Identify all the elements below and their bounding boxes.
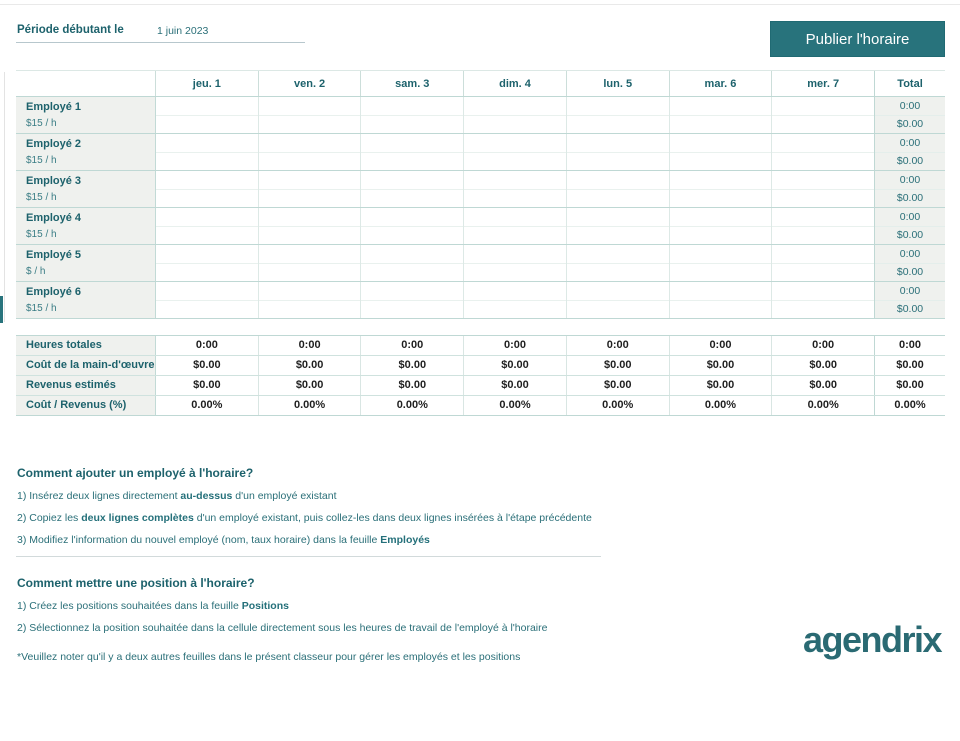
employee-rate: $ / h <box>26 266 46 277</box>
shift-position-cell[interactable] <box>156 264 258 282</box>
shift-hours-cell[interactable] <box>567 208 669 227</box>
employee-total-hours: 0:00 <box>875 134 945 153</box>
summary-value-cell: $0.00 <box>155 356 258 375</box>
shift-hours-cell[interactable] <box>361 171 463 190</box>
shift-hours-cell[interactable] <box>464 97 566 116</box>
shift-hours-cell[interactable] <box>464 282 566 301</box>
shift-hours-cell[interactable] <box>772 134 874 153</box>
shift-hours-cell[interactable] <box>670 134 772 153</box>
summary-row-label: Revenus estimés <box>16 376 155 395</box>
step-text: d'un employé existant, puis collez-les dans deux lignes insérées à l'étape précédente <box>193 512 592 524</box>
day-cell[interactable] <box>258 208 361 244</box>
shift-hours-cell[interactable] <box>156 282 258 301</box>
summary-value-cell: $0.00 <box>669 356 772 375</box>
day-cell[interactable] <box>360 171 463 207</box>
summary-value-cell: 0:00 <box>155 336 258 355</box>
day-cell[interactable] <box>771 208 874 244</box>
shift-hours-cell[interactable] <box>259 97 361 116</box>
summary-row-label: Coût / Revenus (%) <box>16 396 155 415</box>
employee-label-cell[interactable] <box>16 282 155 318</box>
employee-name: Employé 3 <box>26 175 82 187</box>
day-cell[interactable] <box>360 97 463 133</box>
employee-total-cell <box>874 245 945 281</box>
employee-total-hours: 0:00 <box>875 208 945 227</box>
summary-row-hours <box>16 336 945 356</box>
shift-hours-cell[interactable] <box>259 208 361 227</box>
day-cell[interactable] <box>155 134 258 170</box>
day-cell[interactable] <box>771 134 874 170</box>
day-cell[interactable] <box>669 245 772 281</box>
shift-position-cell[interactable] <box>567 190 669 208</box>
summary-row-labor-cost <box>16 356 945 376</box>
employee-label-cell[interactable] <box>16 208 155 244</box>
summary-value-cell: 0:00 <box>771 336 874 355</box>
employee-total-hours: 0:00 <box>875 171 945 190</box>
summary-value-cell: $0.00 <box>669 376 772 395</box>
help-add-position-section <box>17 576 777 644</box>
day-cell[interactable] <box>155 97 258 133</box>
shift-position-cell[interactable] <box>772 301 874 319</box>
shift-hours-cell[interactable] <box>567 282 669 301</box>
day-cell[interactable] <box>258 97 361 133</box>
employee-row <box>16 170 945 207</box>
day-cell[interactable] <box>669 171 772 207</box>
period-underline <box>16 42 305 43</box>
step-bold-text: Positions <box>241 600 289 612</box>
shift-position-cell[interactable] <box>464 301 566 319</box>
shift-position-cell[interactable] <box>670 116 772 134</box>
day-cell[interactable] <box>360 208 463 244</box>
shift-hours-cell[interactable] <box>156 171 258 190</box>
employee-rate: $15 / h <box>26 192 57 203</box>
shift-position-cell[interactable] <box>772 264 874 282</box>
shift-position-cell[interactable] <box>259 301 361 319</box>
shift-hours-cell[interactable] <box>259 245 361 264</box>
day-cell[interactable] <box>360 282 463 318</box>
help-add-position-title: Comment mettre une position à l'horaire? <box>17 576 255 590</box>
shift-hours-cell[interactable] <box>156 134 258 153</box>
day-cell[interactable] <box>566 134 669 170</box>
shift-position-cell[interactable] <box>156 190 258 208</box>
summary-row-cost-revenue-pct <box>16 396 945 416</box>
shift-position-cell[interactable] <box>361 116 463 134</box>
weekly-schedule-table <box>16 70 945 319</box>
shift-position-cell[interactable] <box>361 190 463 208</box>
shift-hours-cell[interactable] <box>567 245 669 264</box>
help-add-employee-section <box>17 466 777 556</box>
shift-position-cell[interactable] <box>772 190 874 208</box>
employee-name: Employé 6 <box>26 286 82 298</box>
day-cell[interactable] <box>463 245 566 281</box>
summary-total-cell: 0:00 <box>874 336 945 355</box>
employee-name: Employé 2 <box>26 138 82 150</box>
shift-hours-cell[interactable] <box>772 171 874 190</box>
employee-total-hours: 0:00 <box>875 282 945 301</box>
employee-total-cell <box>874 171 945 207</box>
shift-position-cell[interactable] <box>259 190 361 208</box>
employee-label-cell[interactable] <box>16 134 155 170</box>
step-text: 3) Modifiez l'information du nouvel employé (nom, taux horaire) dans la feuille <box>17 534 381 546</box>
summary-value-cell: $0.00 <box>360 376 463 395</box>
employee-total-cell <box>874 97 945 133</box>
shift-hours-cell[interactable] <box>670 97 772 116</box>
day-cell[interactable] <box>669 97 772 133</box>
day-cell[interactable] <box>771 282 874 318</box>
shift-position-cell[interactable] <box>156 116 258 134</box>
shift-hours-cell[interactable] <box>361 208 463 227</box>
shift-position-cell[interactable] <box>772 227 874 245</box>
day-header-sat: sam. 3 <box>360 71 463 96</box>
employee-total-hours: 0:00 <box>875 97 945 116</box>
summary-value-cell: 0:00 <box>360 336 463 355</box>
day-cell[interactable] <box>566 97 669 133</box>
shift-position-cell[interactable] <box>156 153 258 171</box>
employee-total-cell <box>874 282 945 318</box>
day-cell[interactable] <box>155 282 258 318</box>
summary-value-cell: 0.00% <box>771 396 874 415</box>
summary-value-cell: $0.00 <box>360 356 463 375</box>
day-cell[interactable] <box>669 134 772 170</box>
shift-hours-cell[interactable] <box>670 208 772 227</box>
day-cell[interactable] <box>771 97 874 133</box>
employee-total-cost: $0.00 <box>896 118 924 130</box>
day-cell[interactable] <box>463 97 566 133</box>
day-header-thu: jeu. 1 <box>155 71 258 96</box>
shift-hours-cell[interactable] <box>772 245 874 264</box>
employee-total-cost: $0.00 <box>896 266 924 278</box>
shift-hours-cell[interactable] <box>361 245 463 264</box>
day-header-sun: dim. 4 <box>463 71 566 96</box>
step-bold-text: au-dessus <box>180 490 233 502</box>
employee-row <box>16 96 945 133</box>
summary-value-cell: $0.00 <box>463 376 566 395</box>
day-cell[interactable] <box>258 282 361 318</box>
employee-total-cell <box>874 208 945 244</box>
shift-position-cell[interactable] <box>670 227 772 245</box>
summary-row-label: Heures totales <box>16 336 155 355</box>
employee-rate: $15 / h <box>26 303 57 314</box>
employee-row <box>16 133 945 170</box>
summary-value-cell: 0:00 <box>566 336 669 355</box>
shift-hours-cell[interactable] <box>464 134 566 153</box>
summary-row-revenue <box>16 376 945 396</box>
help-step <box>17 534 777 547</box>
employee-name: Employé 1 <box>26 101 82 113</box>
summary-value-cell: $0.00 <box>771 376 874 395</box>
summary-value-cell: $0.00 <box>566 356 669 375</box>
shift-position-cell[interactable] <box>259 116 361 134</box>
day-cell[interactable] <box>360 245 463 281</box>
shift-hours-cell[interactable] <box>361 97 463 116</box>
summary-value-cell: $0.00 <box>771 356 874 375</box>
summary-total-cell: 0.00% <box>874 396 945 415</box>
employee-total-cost: $0.00 <box>896 192 924 204</box>
employee-row <box>16 244 945 281</box>
shift-position-cell[interactable] <box>464 264 566 282</box>
employee-row <box>16 207 945 244</box>
shift-position-cell[interactable] <box>567 227 669 245</box>
day-header-mon: lun. 5 <box>566 71 669 96</box>
shift-hours-cell[interactable] <box>772 282 874 301</box>
day-cell[interactable] <box>566 171 669 207</box>
shift-hours-cell[interactable] <box>772 97 874 116</box>
day-cell[interactable] <box>463 134 566 170</box>
day-cell[interactable] <box>155 208 258 244</box>
employee-day-cells <box>155 97 874 133</box>
employee-label-cell[interactable] <box>16 97 155 133</box>
shift-hours-cell[interactable] <box>670 171 772 190</box>
shift-hours-cell[interactable] <box>670 282 772 301</box>
shift-position-cell[interactable] <box>259 153 361 171</box>
shift-hours-cell[interactable] <box>567 134 669 153</box>
shift-position-cell[interactable] <box>361 153 463 171</box>
shift-hours-cell[interactable] <box>156 97 258 116</box>
shift-hours-cell[interactable] <box>567 97 669 116</box>
day-cell[interactable] <box>463 171 566 207</box>
shift-hours-cell[interactable] <box>464 208 566 227</box>
summary-value-cell: 0.00% <box>669 396 772 415</box>
shift-position-cell[interactable] <box>361 227 463 245</box>
shift-hours-cell[interactable] <box>259 282 361 301</box>
shift-hours-cell[interactable] <box>464 245 566 264</box>
summary-value-cell: $0.00 <box>463 356 566 375</box>
summary-value-cell: 0.00% <box>155 396 258 415</box>
day-cell[interactable] <box>155 245 258 281</box>
employee-day-cells <box>155 171 874 207</box>
shift-position-cell[interactable] <box>259 264 361 282</box>
employee-total-cost: $0.00 <box>896 229 924 241</box>
employee-total-hours: 0:00 <box>875 245 945 264</box>
employee-row <box>16 281 945 318</box>
top-divider-line <box>0 4 960 5</box>
employee-label-cell[interactable] <box>16 171 155 207</box>
employee-total-cell <box>874 134 945 170</box>
row-selection-accent-bar <box>0 296 3 323</box>
summary-value-cell: $0.00 <box>155 376 258 395</box>
shift-position-cell[interactable] <box>567 116 669 134</box>
shift-hours-cell[interactable] <box>464 171 566 190</box>
summary-total-cell: $0.00 <box>874 356 945 375</box>
shift-position-cell[interactable] <box>567 301 669 319</box>
day-cell[interactable] <box>669 282 772 318</box>
summary-total-cell: $0.00 <box>874 376 945 395</box>
step-bold-text: Employés <box>380 534 430 546</box>
shift-position-cell[interactable] <box>156 301 258 319</box>
shift-position-cell[interactable] <box>361 301 463 319</box>
summary-value-cell: 0.00% <box>258 396 361 415</box>
shift-position-cell[interactable] <box>156 227 258 245</box>
shift-position-cell[interactable] <box>670 190 772 208</box>
shift-hours-cell[interactable] <box>772 208 874 227</box>
day-cell[interactable] <box>463 208 566 244</box>
shift-position-cell[interactable] <box>259 227 361 245</box>
day-cell[interactable] <box>258 245 361 281</box>
agendrix-logo: agendrix <box>802 619 941 660</box>
shift-hours-cell[interactable] <box>567 171 669 190</box>
summary-value-cell: 0:00 <box>258 336 361 355</box>
period-start-label: Période débutant le <box>17 24 124 36</box>
day-cell[interactable] <box>258 171 361 207</box>
shift-position-cell[interactable] <box>670 301 772 319</box>
summary-value-cell: $0.00 <box>258 356 361 375</box>
step-text: d'un employé existant <box>232 490 337 502</box>
left-edge-line <box>4 72 5 322</box>
step-bold-text: deux lignes complètes <box>81 512 194 524</box>
workbook-footnote: *Veuillez noter qu'il y a deux autres feuilles dans le présent classeur pour gérer les employés et les positions <box>17 651 521 663</box>
shift-position-cell[interactable] <box>772 116 874 134</box>
employee-rate: $15 / h <box>26 155 57 166</box>
employee-total-cost: $0.00 <box>896 155 924 167</box>
total-column-header: Total <box>874 71 945 96</box>
employee-day-cells <box>155 282 874 318</box>
day-cell[interactable] <box>771 171 874 207</box>
day-cell[interactable] <box>566 282 669 318</box>
help-add-employee-title: Comment ajouter un employé à l'horaire? <box>17 466 254 480</box>
help-step <box>17 512 777 525</box>
section-divider <box>16 556 601 557</box>
day-cell[interactable] <box>566 208 669 244</box>
employee-rate: $15 / h <box>26 118 57 129</box>
step-text: 2) Sélectionnez la position souhaitée dans la cellule directement sous les heures de travail de l'employé à l'horaire <box>17 622 548 634</box>
help-step <box>17 622 777 635</box>
day-cell[interactable] <box>669 208 772 244</box>
summary-value-cell: 0.00% <box>360 396 463 415</box>
employee-label-cell[interactable] <box>16 245 155 281</box>
employee-name: Employé 4 <box>26 212 82 224</box>
shift-hours-cell[interactable] <box>361 282 463 301</box>
day-cell[interactable] <box>771 245 874 281</box>
shift-position-cell[interactable] <box>464 116 566 134</box>
summary-value-cell: 0:00 <box>463 336 566 355</box>
step-text: 1) Créez les positions souhaitées dans la feuille <box>17 600 242 612</box>
shift-position-cell[interactable] <box>670 153 772 171</box>
day-cell[interactable] <box>463 282 566 318</box>
shift-position-cell[interactable] <box>361 264 463 282</box>
summary-value-cell: $0.00 <box>258 376 361 395</box>
publish-schedule-button[interactable]: Publier l'horaire <box>770 21 945 57</box>
step-text: 1) Insérez deux lignes directement <box>17 490 181 502</box>
shift-position-cell[interactable] <box>772 153 874 171</box>
shift-position-cell[interactable] <box>464 190 566 208</box>
summary-table <box>16 335 945 416</box>
employee-name: Employé 5 <box>26 249 82 261</box>
day-header-tue: mar. 6 <box>669 71 772 96</box>
step-text: 2) Copiez les <box>17 512 82 524</box>
employee-day-cells <box>155 134 874 170</box>
summary-value-cell: 0.00% <box>566 396 669 415</box>
shift-position-cell[interactable] <box>670 264 772 282</box>
summary-value-cell: $0.00 <box>566 376 669 395</box>
schedule-header-corner <box>16 71 155 96</box>
schedule-header-row <box>16 70 945 96</box>
day-cell[interactable] <box>155 171 258 207</box>
period-start-date-cell[interactable]: 1 juin 2023 <box>157 25 209 37</box>
shift-hours-cell[interactable] <box>670 245 772 264</box>
day-cell[interactable] <box>258 134 361 170</box>
help-step <box>17 600 777 613</box>
employee-rate: $15 / h <box>26 229 57 240</box>
summary-value-cell: 0:00 <box>669 336 772 355</box>
day-header-wed: mer. 7 <box>771 71 874 96</box>
shift-hours-cell[interactable] <box>259 134 361 153</box>
employee-day-cells <box>155 208 874 244</box>
shift-hours-cell[interactable] <box>361 134 463 153</box>
shift-hours-cell[interactable] <box>156 208 258 227</box>
day-header-fri: ven. 2 <box>258 71 361 96</box>
summary-value-cell: 0.00% <box>463 396 566 415</box>
shift-hours-cell[interactable] <box>259 171 361 190</box>
day-cell[interactable] <box>360 134 463 170</box>
help-step <box>17 490 777 503</box>
employee-total-cost: $0.00 <box>896 303 924 315</box>
shift-position-cell[interactable] <box>567 153 669 171</box>
day-cell[interactable] <box>566 245 669 281</box>
shift-position-cell[interactable] <box>464 153 566 171</box>
shift-position-cell[interactable] <box>567 264 669 282</box>
employee-day-cells <box>155 245 874 281</box>
shift-position-cell[interactable] <box>464 227 566 245</box>
summary-row-label: Coût de la main-d'œuvre <box>16 356 155 375</box>
shift-hours-cell[interactable] <box>156 245 258 264</box>
